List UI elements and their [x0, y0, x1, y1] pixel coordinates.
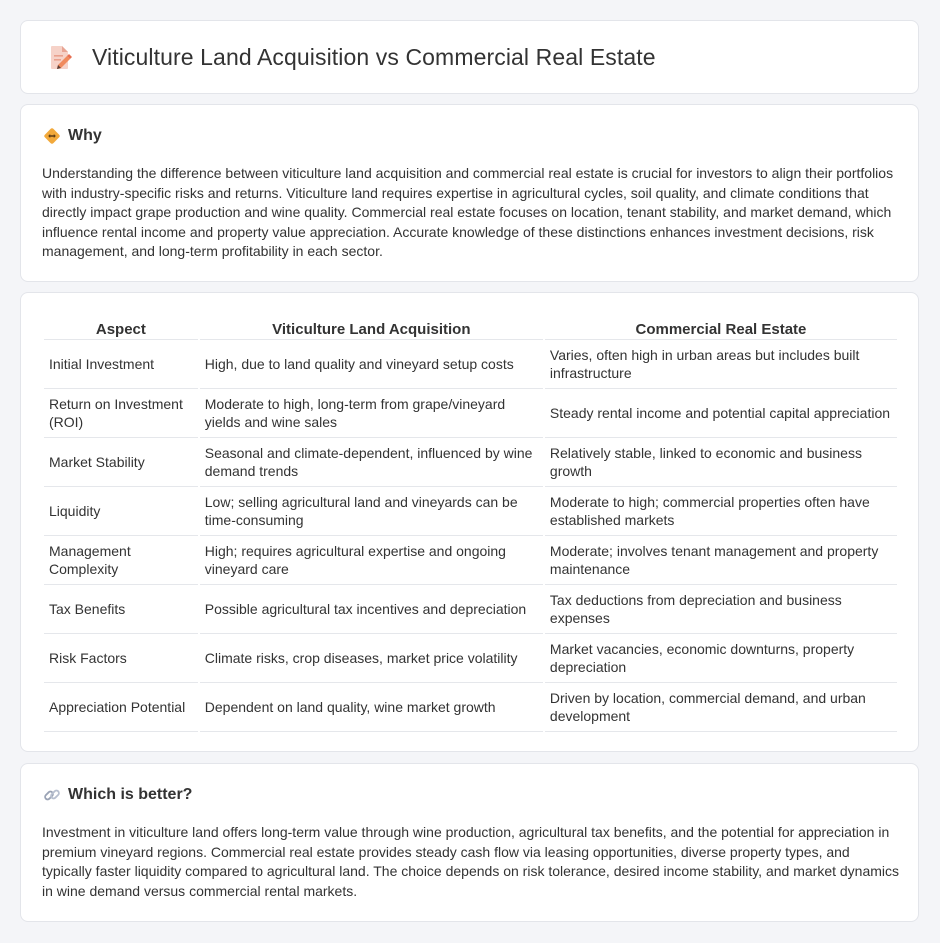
aspect-cell: Tax Benefits [44, 585, 198, 634]
viticulture-cell: Climate risks, crop diseases, market price volatility [200, 634, 543, 683]
better-text: Investment in viticulture land offers long-term value through wine production, agricultural tax benefits, and the potential for appreciation in premium vineyard regions. Commercial real estate provides steady cash flow via leasing opportunities, diverse property types, and typically faster liquidity compared to agricultural land. The choice depends on risk tolerance, desired income stability, and market dynamics in wine demand versus commercial rental markets. [42, 824, 900, 899]
viticulture-cell: Possible agricultural tax incentives and depreciation [200, 585, 543, 634]
better-heading-row [43, 786, 192, 804]
commercial-cell: Driven by location, commercial demand, and urban development [545, 683, 897, 732]
table-row [44, 340, 897, 389]
commercial-cell: Market vacancies, economic downturns, property depreciation [545, 634, 897, 683]
table-row [44, 585, 897, 634]
title-card [20, 20, 919, 94]
why-heading: Why [68, 127, 102, 144]
commercial-cell: Moderate to high; commercial properties often have established markets [545, 487, 897, 536]
table-row [44, 389, 897, 438]
diamond-arrows-icon [43, 127, 61, 145]
better-heading: Which is better? [68, 786, 193, 803]
column-header-aspect: Aspect [44, 313, 198, 340]
which-better-card [20, 763, 919, 922]
aspect-cell: Appreciation Potential [44, 683, 198, 732]
title-row [47, 43, 656, 71]
aspect-cell: Return on Investment (ROI) [44, 389, 198, 438]
page-title: Viticulture Land Acquisition vs Commercial Real Estate [92, 43, 656, 70]
aspect-cell: Liquidity [44, 487, 198, 536]
aspect-cell: Market Stability [44, 438, 198, 487]
viticulture-cell: High, due to land quality and vineyard setup costs [200, 340, 543, 389]
commercial-cell: Varies, often high in urban areas but includes built infrastructure [545, 340, 897, 389]
table-row [44, 487, 897, 536]
why-heading-row [43, 127, 102, 145]
commercial-cell: Tax deductions from depreciation and business expenses [545, 585, 897, 634]
commercial-cell: Relatively stable, linked to economic and business growth [545, 438, 897, 487]
viticulture-cell: Low; selling agricultural land and vineyards can be time-consuming [200, 487, 543, 536]
table-row [44, 634, 897, 683]
comparison-table [42, 313, 899, 732]
table-header-row [44, 313, 897, 340]
column-header-commercial: Commercial Real Estate [545, 313, 897, 340]
commercial-cell: Moderate; involves tenant management and property maintenance [545, 536, 897, 585]
column-header-viticulture: Viticulture Land Acquisition [200, 313, 543, 340]
viticulture-cell: Seasonal and climate-dependent, influenced by wine demand trends [200, 438, 543, 487]
viticulture-cell: Dependent on land quality, wine market growth [200, 683, 543, 732]
aspect-cell: Risk Factors [44, 634, 198, 683]
why-text: Understanding the difference between viticulture land acquisition and commercial real estate is crucial for investors to align their portfolios with industry-specific risks and returns. Viticulture land requires expertise in agricultural cycles, soil quality, and climate conditions that directly impact grape production and wine quality. Commercial real estate focuses on location, tenant stability, and market demand, which influence rental income and property value appreciation. Accurate knowledge of these distinctions enhances investment decisions, risk management, and long-term profitability in each sector. [42, 165, 894, 260]
table-row [44, 438, 897, 487]
aspect-cell: Management Complexity [44, 536, 198, 585]
table-row [44, 536, 897, 585]
table-row [44, 683, 897, 732]
viticulture-cell: High; requires agricultural expertise and ongoing vineyard care [200, 536, 543, 585]
aspect-cell: Initial Investment [44, 340, 198, 389]
document-pencil-icon [47, 43, 73, 71]
link-icon [43, 786, 61, 804]
comparison-card [20, 292, 919, 752]
commercial-cell: Steady rental income and potential capital appreciation [545, 389, 897, 438]
why-card [20, 104, 919, 282]
viticulture-cell: Moderate to high, long-term from grape/vineyard yields and wine sales [200, 389, 543, 438]
